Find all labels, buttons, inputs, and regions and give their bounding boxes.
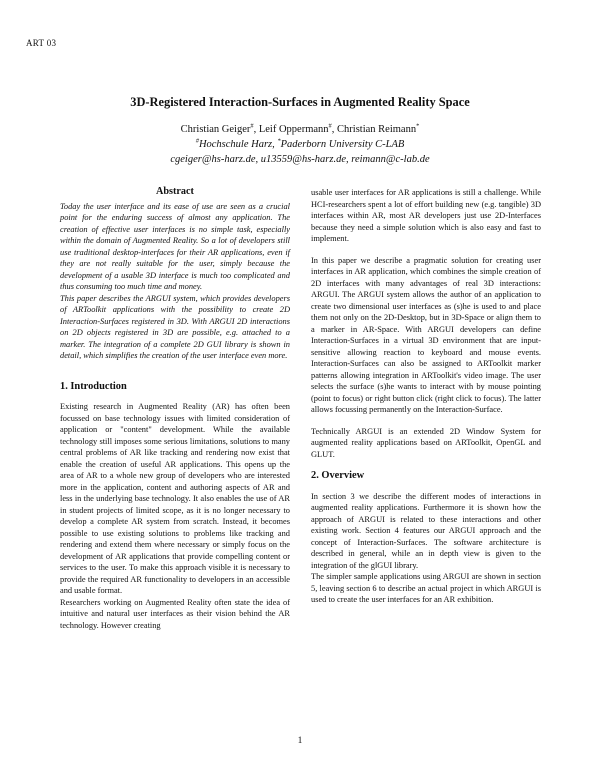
overview-heading: 2. Overview (311, 470, 365, 481)
right-column (311, 187, 541, 606)
body-paragraph: Technically ARGUI is an extended 2D Window System for augmented reality applications based on ARToolkit, OpenGL and GLUT. (311, 426, 541, 459)
affiliation: Paderborn University C-LAB (280, 139, 405, 150)
affiliation-marker: # (195, 137, 199, 145)
author-name: Christian Geiger (180, 124, 251, 135)
paper-title: 3D-Registered Interaction-Surfaces in Augmented Reality Space (130, 95, 470, 109)
abstract-paragraph: Today the user interface and its ease of use are seen as a crucial point for the enduring success of almost any application. The creation of effective user interfaces is no simple task, especially within the domain of Augmented Reality. So a lot of developers still use traditional desktop-interfaces for their AR applications, even if they are not really suitable for the user, simply because the development of a usable 3D interface is much too complicated and thus consuming too much time and money. (60, 201, 290, 291)
author-names (0, 122, 600, 137)
left-column (60, 186, 290, 631)
affiliation: Hochschule Harz, (198, 139, 278, 150)
author-marker: # (328, 122, 332, 130)
body-paragraph: In this paper we describe a pragmatic solution for creating user interfaces in AR application, which combines the simple creation of 2D interfaces with many advantages of real 3D interactions: ARGUI. The ARGUI system allows the author of an application to create two dimensional user interfaces as (s)he is used to and place them not only on the 2D-Desktop, but in 3D-Space or align them to a marker in AR-Space. With ARGUI developers can define Interaction-Surfaces in a virtual 3D environment that are input-sensitive allowing reaction to keyboard and mouse events. Interaction-Surfaces can also be assigned to ARToolkit marker patterns allowing integration in ARToolkit's video image. The user selects the surface (s)he wants to interact with by mouse pointing (point to focus) or right button click (right click to focus). The latter allows focussing permanently on the Interaction-Surface. (311, 255, 541, 414)
author-emails: cgeiger@hs-harz.de, u13559@hs-harz.de, reimann@c-lab.de (170, 154, 430, 165)
affiliation-marker: * (277, 137, 281, 145)
author-marker: * (416, 122, 420, 130)
header-label: ART 03 (26, 38, 57, 48)
author-name: Leif Oppermann (258, 124, 329, 135)
abstract-heading: Abstract (156, 186, 194, 197)
introduction-heading: 1. Introduction (60, 380, 127, 392)
affiliations (0, 137, 600, 152)
body-paragraph: usable user interfaces for AR applications is still a challenge. While HCI-researchers spent a lot of effort building new (e.g. tangible) 3D interfaces within AR, most AR developers just use 2D-Interfaces because they need a simple solution which is also easy and fast to implement. (311, 188, 541, 243)
abstract-section (60, 186, 290, 362)
page-number: 1 (297, 736, 303, 746)
abstract-paragraph: This paper describes the ARGUI system, which provides developers of ARToolkit applications with the possibility to create 2D Interaction-Surfaces registered in 3D. With ARGUI 2D interactions on 2D objects registered in 3D are possible, e.g. attached to a marker. The integration of a complete 2D GUI library is shown in detail, which simplifies the creation of the user interface even more. (60, 293, 290, 360)
author-name: Christian Reimann (337, 124, 417, 135)
body-paragraph: Researchers working on Augmented Reality often state the idea of intuitive and natural user interfaces as their vision behind the AR technology. However creating (60, 597, 290, 630)
body-paragraph: In section 3 we describe the different modes of interactions in augmented reality applications. Furthermore it is shown how the approach of ARGUI is related to these interactions and other existing work. Section 4 features our ARGUI approach and the concept of Interaction-Surfaces. The software architecture is described in general, while an in depth view is given to the integration of the glGUI library. (311, 491, 541, 570)
author-block (0, 122, 600, 167)
body-paragraph: Existing research in Augmented Reality (AR) has often been focussed on base technology issues with limited consideration of application or "content" development. While the available technology still imposes some serious limitations, solutions to many central problems of AR like tracking and rendering now exist that enable the creation of useful AR applications. This opens up the area of AR to a whole new group of developers who are interested more in the application, content and authoring aspects of AR and less in the underlying base technology. It also enables the use of AR in student projects of limited scope, as it is no longer necessary to develop a complete AR system from scratch. Instead, it becomes possible to use existing solutions to problems like tracking and rendering and extend them where necessary or simply focus on the development of AR applications that provide compelling content or services to the user. To make this approach visible it is necessary to provide the required AR functionality to developers in an accessible and usable format. (60, 402, 290, 595)
body-paragraph: The simpler sample applications using ARGUI are shown in section 5, leaving section 6 to describe an actual project in which ARGUI is used to create the user interfaces for an AR exhibition. (311, 572, 541, 604)
author-separator: , (253, 124, 259, 135)
author-separator: , (331, 124, 338, 135)
author-marker: # (250, 122, 254, 130)
